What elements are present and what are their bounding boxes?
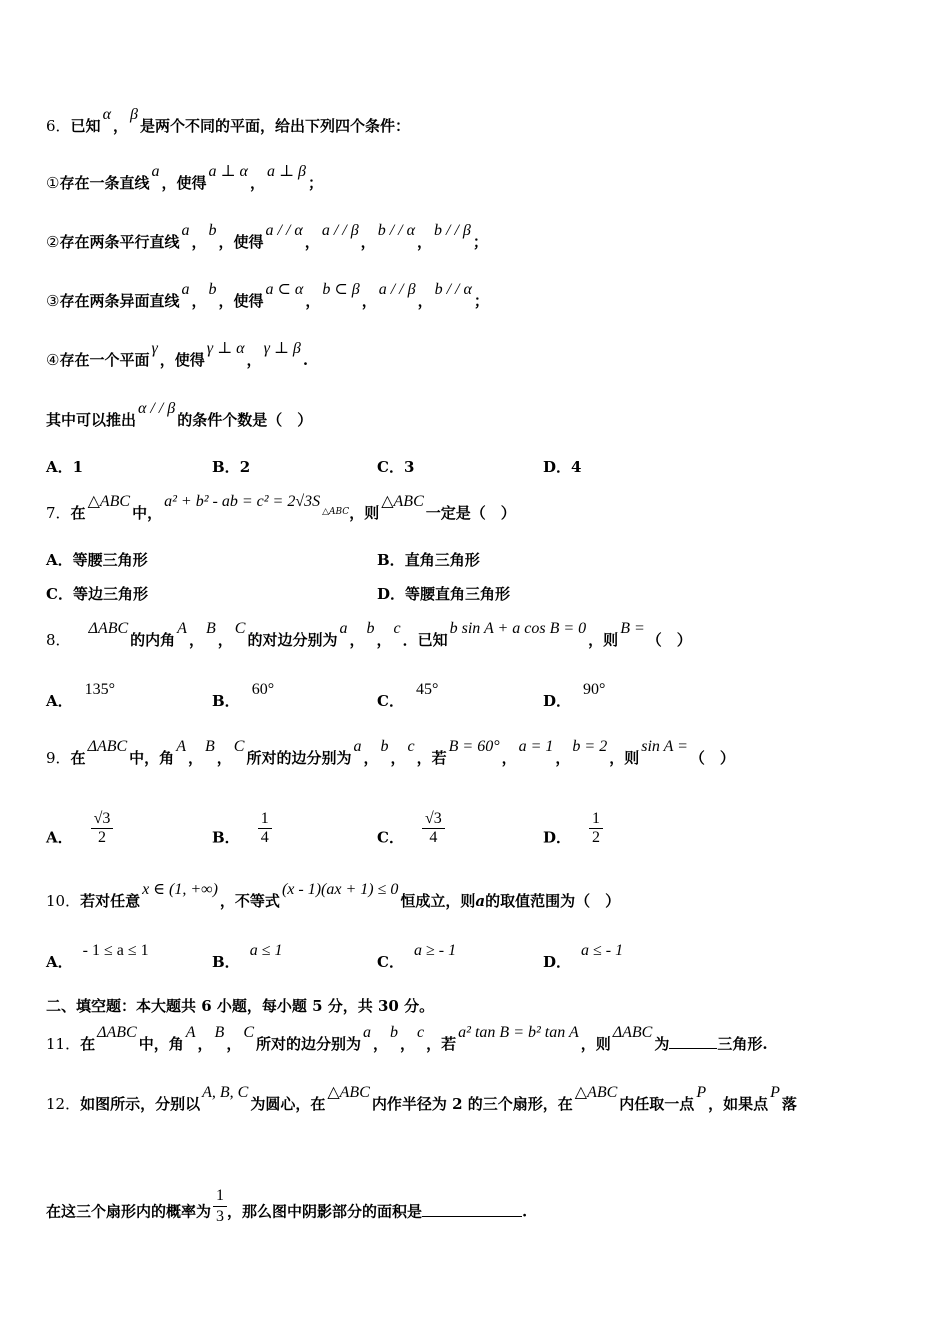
q6-option-c[interactable]: C．3 xyxy=(377,458,415,476)
q8-option-b[interactable]: B．60° xyxy=(212,681,275,710)
q12-stem-continued: 在这三个扇形内的概率为 $\frac{1}{3}$ ，那么图中阴影部分的面积是 . xyxy=(46,1187,528,1225)
q9-option-c[interactable]: C． $\frac{√3}{4}$ xyxy=(377,820,445,857)
section-title: 二、填空题：本大题共 6 小题，每小题 5 分，共 30 分。 xyxy=(46,997,435,1015)
q10-option-c[interactable]: C．a ≥ - 1 xyxy=(377,942,457,971)
q7-option-c[interactable]: C．等边三角形 xyxy=(46,585,148,603)
q7-stem: 7．在△ABC中，a² + b² - ab = $c^2 = 2√3S^{\triangle ABC}$，则△ABC一定是（ ） xyxy=(46,493,516,522)
q6-condition-3: ③存在两条异面直线a，b，使得a ⊂ α，b ⊂ β，a / / β，b / / α； xyxy=(46,281,489,310)
q6-option-b[interactable]: B．2 xyxy=(212,458,251,476)
q7-option-d[interactable]: D．等腰直角三角形 xyxy=(377,585,511,603)
q6-question: 其中可以推出α / / β的条件个数是（ ） xyxy=(46,400,313,429)
q6-stem: 6．已知α，β是两个不同的平面，给出下列四个条件： xyxy=(46,106,410,135)
q6-condition-1: ①存在一条直线a，使得a ⊥ α，a ⊥ β； xyxy=(46,163,323,192)
q10-option-a[interactable]: A．- 1 ≤ a ≤ 1 xyxy=(46,942,149,971)
q8-option-a[interactable]: A．135° xyxy=(46,681,116,710)
q7-option-b[interactable]: B．直角三角形 xyxy=(377,551,480,569)
q12-stem: 12．如图所示，分别以A, B, C为圆心，在△ABC内作半径为 2 的三个扇形，在△ABC内任取一点P，如果点P落 xyxy=(46,1084,797,1113)
q10-option-d[interactable]: D．a ≤ - 1 xyxy=(543,942,624,971)
q6-option-d[interactable]: D．4 xyxy=(543,458,582,476)
q6-condition-4: ④存在一个平面γ，使得γ ⊥ α，γ ⊥ β. xyxy=(46,340,309,369)
q6-option-a[interactable]: A．1 xyxy=(46,458,84,476)
q8-option-c[interactable]: C．45° xyxy=(377,681,439,710)
q10-stem: 10．若对任意x ∈ (1, +∞)，不等式(x - 1)(ax + 1) ≤ 0恒成立，则a的取值范围为（ ） xyxy=(46,881,621,910)
q8-option-d[interactable]: D．90° xyxy=(543,681,606,710)
q10-option-b[interactable]: B．a ≤ 1 xyxy=(212,942,283,971)
q7-option-a[interactable]: A．等腰三角形 xyxy=(46,551,148,569)
q11-answer-blank[interactable] xyxy=(669,1048,717,1049)
q8-stem: 8．ΔABC的内角A，B，C的对边分别为a，b，c．已知b sin A + a cos B = 0，则B =（ ） xyxy=(46,620,692,649)
q9-option-a[interactable]: A． $\frac{√3}{2}$ xyxy=(46,820,113,857)
q11-stem: 11．在ΔABC中，角A，B，C所对的边分别为a，b，c，若a² tan B = b² tan A，则ΔABC为 三角形. xyxy=(46,1024,768,1053)
q9-option-d[interactable]: D． $\frac{1}{2}$ xyxy=(543,820,603,857)
q12-answer-blank[interactable] xyxy=(422,1216,522,1217)
q9-stem: 9．在ΔABC中，角A，B，C所对的边分别为a，b，c，若B = 60°，a = 1，b = 2，则sin A =（ ） xyxy=(46,738,735,767)
q9-option-b[interactable]: B． $\frac{1}{4}$ xyxy=(212,820,272,857)
q6-condition-2: ②存在两条平行直线a，b，使得a / / α，a / / β，b / / α，b / / β； xyxy=(46,222,488,251)
